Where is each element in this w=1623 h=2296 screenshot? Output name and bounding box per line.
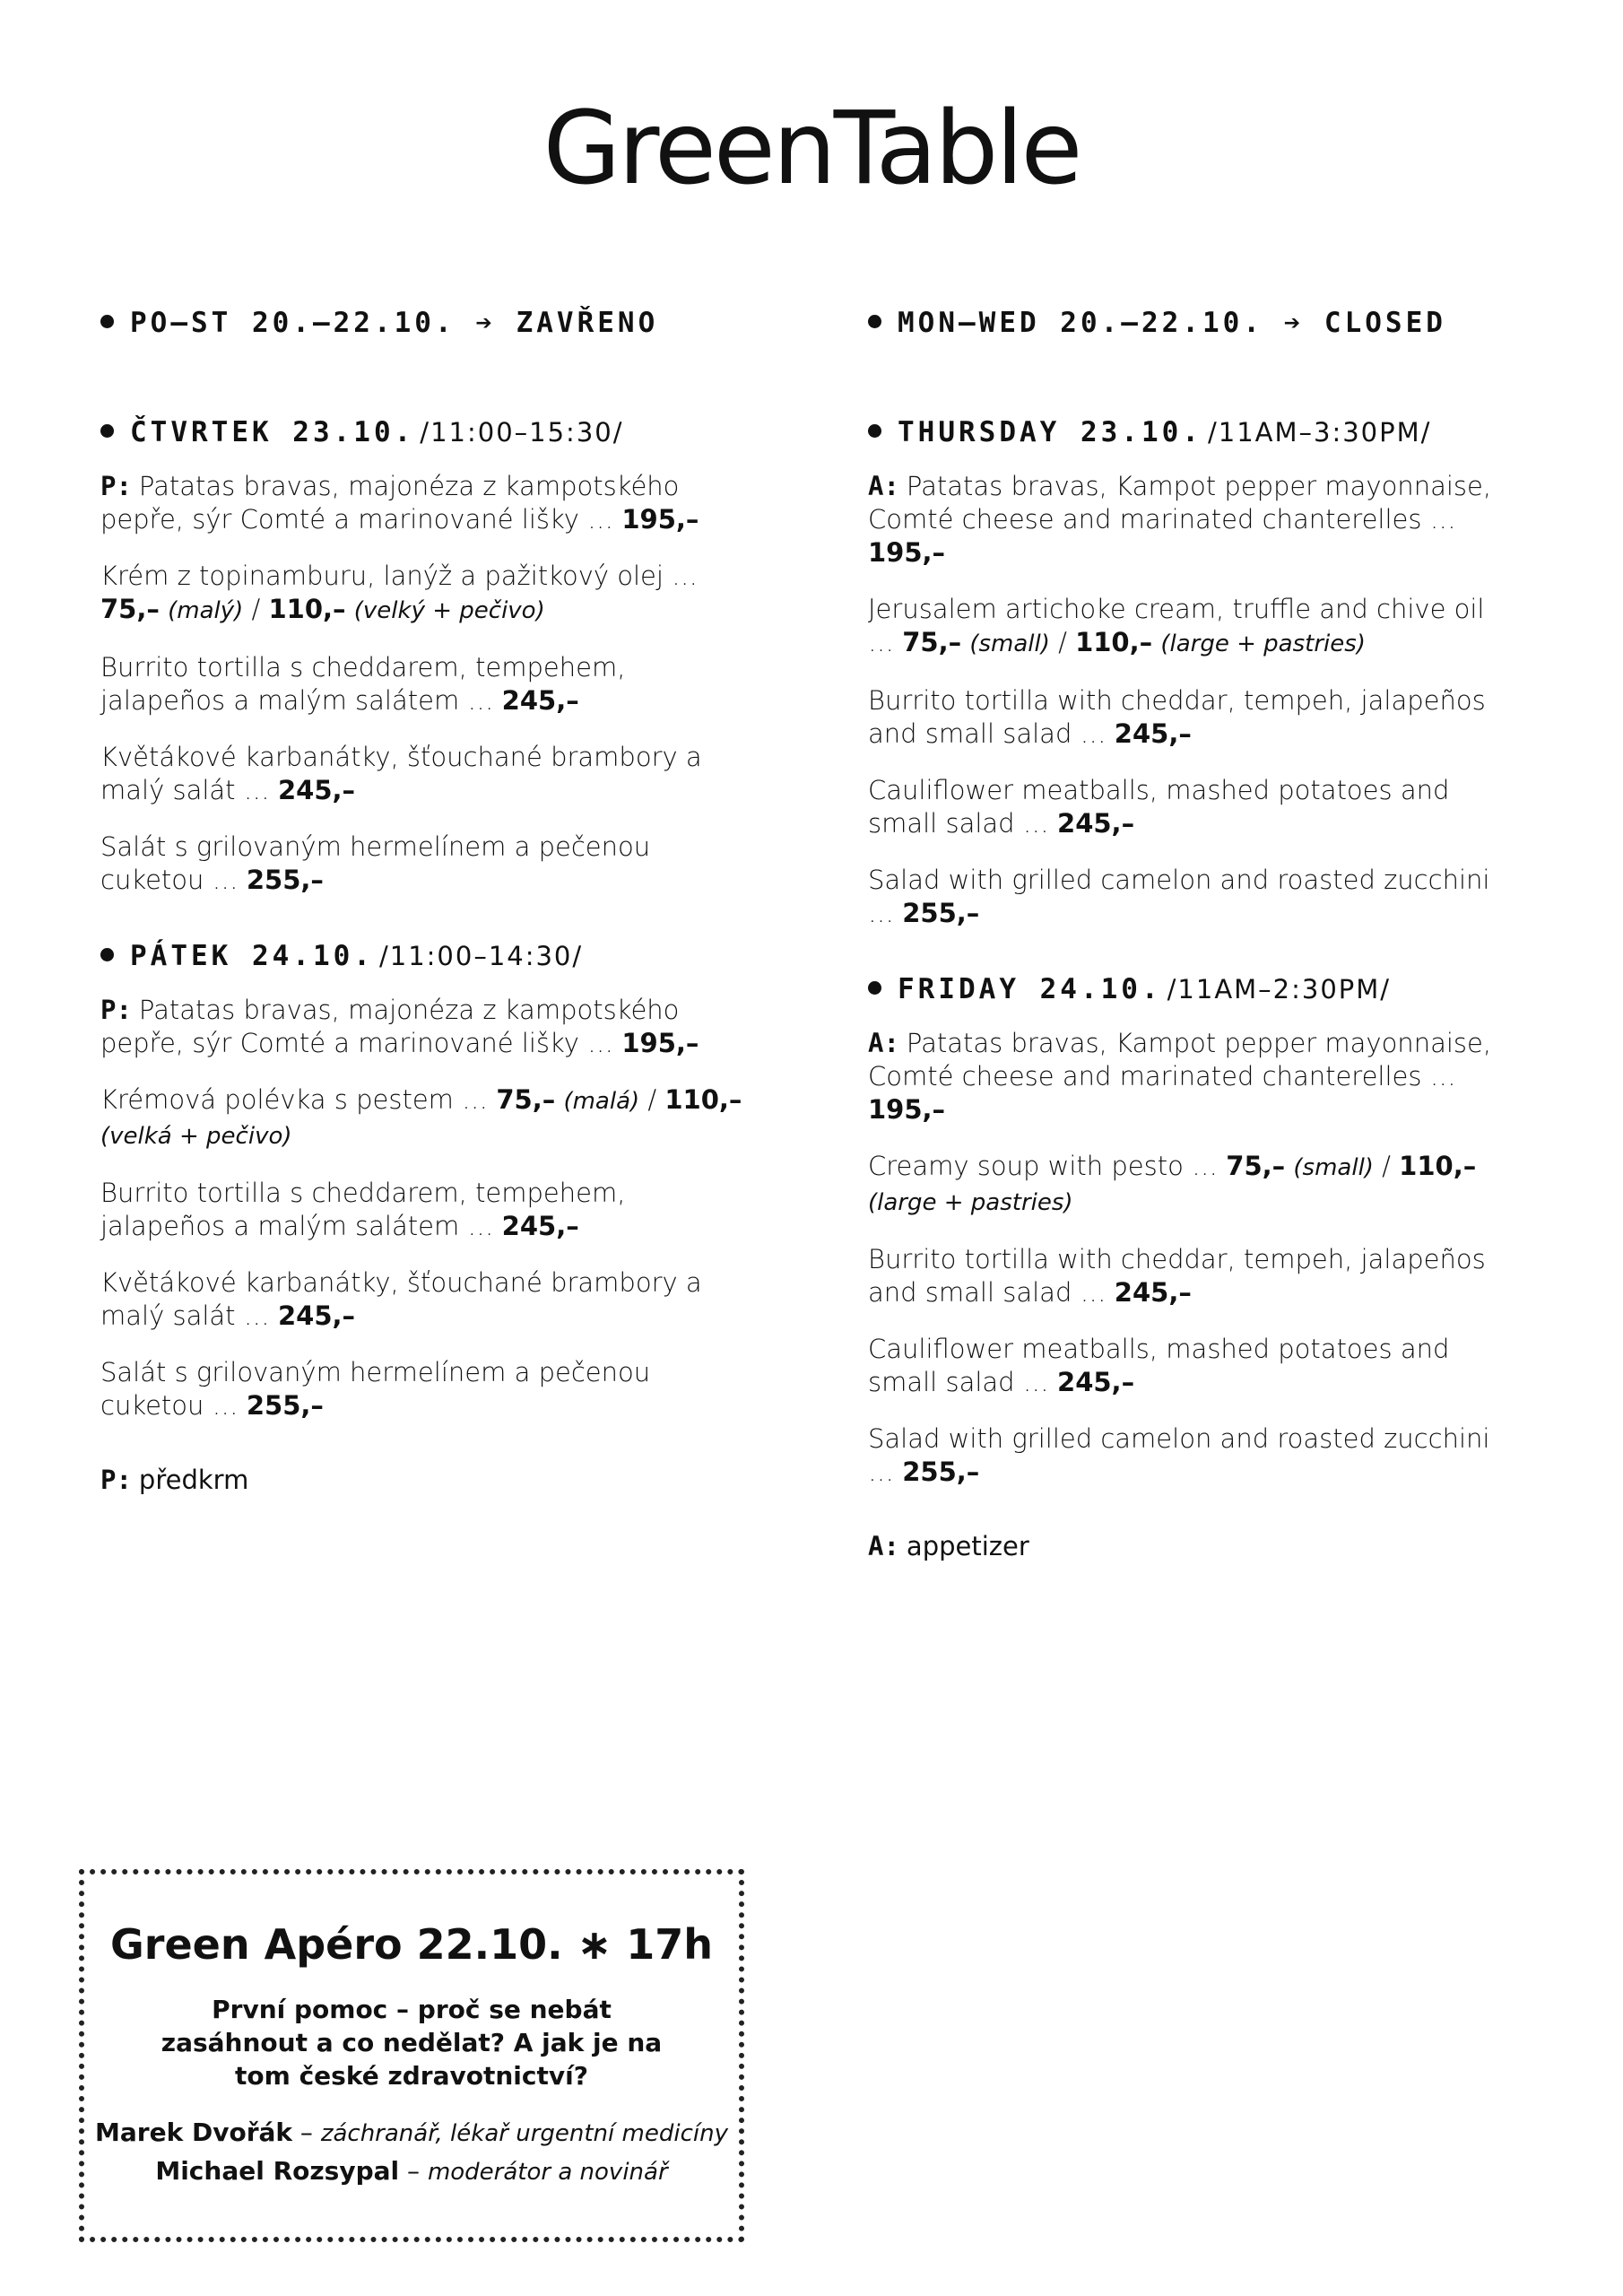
event-box <box>79 1869 744 2242</box>
day-section <box>868 971 1514 1489</box>
bullet-icon <box>100 315 114 328</box>
menu-item: Burrito tortilla with cheddar, tempeh, jalapeños and small salad … 245,– <box>868 685 1486 749</box>
menu-item: Salát s grilovaným hermelínem a pečenou cuketou … 255,– <box>100 1357 651 1421</box>
menu-item: Creamy soup with pesto … 75,– (small) / 110,– (large + pastries) <box>868 1151 1477 1216</box>
menu-item: Burrito tortilla s cheddarem, tempehem, jalapeños a malým salátem … 245,– <box>100 1178 626 1241</box>
day-label: PÁTEK 24.10. <box>130 940 374 972</box>
menu-item: Květákové karbanátky, šťouchané brambory a malý salát … 245,– <box>100 742 702 805</box>
menu-item: Jerusalem artichoke cream, truffle and chive oil … 75,– (small) / 110,– (large + pastries) <box>868 594 1485 657</box>
menu-item: Cauliflower meatballs, mashed potatoes and small salad … 245,– <box>868 775 1450 839</box>
bullet-icon <box>868 981 881 995</box>
speaker: Marek Dvořák – záchranář, lékař urgentní medicíny <box>95 2118 728 2147</box>
menu-item: P: Patatas bravas, majonéza z kampotského pepře, sýr Comté a marinované lišky … 195,– <box>100 471 699 535</box>
menu-item: A: Patatas bravas, Kampot pepper mayonnaise, Comté cheese and marinated chanterelles … 195,– <box>868 1028 1492 1125</box>
opening-hours: /11AM–3:30PM/ <box>1207 417 1432 448</box>
menu-item: Salad with grilled camelon and roasted zucchini … 255,– <box>868 1423 1490 1487</box>
menu-item: Burrito tortilla with cheddar, tempeh, jalapeños and small salad … 245,– <box>868 1244 1486 1308</box>
opening-hours: /11AM–2:30PM/ <box>1167 974 1392 1004</box>
menu-item: P: Patatas bravas, majonéza z kampotského pepře, sýr Comté a marinované lišky … 195,– <box>100 995 699 1058</box>
closed-header: PO–ST 20.–22.10. ➔ ZAVŘENO <box>100 305 746 341</box>
menu-item: Cauliflower meatballs, mashed potatoes and small salad … 245,– <box>868 1334 1450 1397</box>
menu-item: A: Patatas bravas, Kampot pepper mayonnaise, Comté cheese and marinated chanterelles … 195,– <box>868 471 1492 568</box>
menu-item: Květákové karbanátky, šťouchané brambory a malý salát … 245,– <box>100 1267 702 1331</box>
day-section <box>868 414 1514 930</box>
speaker: Michael Rozsypal – moderátor a novinář <box>155 2156 668 2186</box>
legend: P: předkrm <box>100 1465 249 1495</box>
menu-column-en <box>868 305 1514 1563</box>
legend: A: appetizer <box>868 1531 1029 1561</box>
day-header <box>100 414 746 450</box>
day-header <box>868 414 1514 450</box>
day-section <box>100 938 746 1422</box>
bullet-icon <box>100 948 114 961</box>
menu-item: Krémová polévka s pestem … 75,– (malá) / 110,– (velká + pečivo) <box>100 1084 742 1150</box>
logo: GreenTable <box>542 91 1081 207</box>
day-label: THURSDAY 23.10. <box>898 416 1202 448</box>
opening-hours: /11:00–14:30/ <box>378 941 584 971</box>
day-label: ČTVRTEK 23.10. <box>130 416 415 448</box>
bullet-icon <box>868 424 881 438</box>
event-title: Green Apéro 22.10. ∗ 17h <box>110 1920 713 1969</box>
day-header <box>100 938 746 974</box>
menu-item: Krém z topinamburu, lanýž a pažitkový olej … 75,– (malý) / 110,– (velký + pečivo) <box>100 561 699 624</box>
menu-item: Salad with grilled camelon and roasted zucchini … 255,– <box>868 865 1490 928</box>
day-label: FRIDAY 24.10. <box>898 973 1162 1005</box>
menu-item: Burrito tortilla s cheddarem, tempehem, jalapeños a malým salátem … 245,– <box>100 652 626 716</box>
bullet-icon <box>868 315 881 328</box>
day-header <box>868 971 1514 1007</box>
bullet-icon <box>100 424 114 438</box>
opening-hours: /11:00–15:30/ <box>420 417 624 448</box>
event-topic: První pomoc – proč se nebát zasáhnout a co nedělat? A jak je na tom české zdravotnictví? <box>161 1995 663 2091</box>
closed-header: MON–WED 20.–22.10. ➔ CLOSED <box>868 305 1514 341</box>
menu-column-cz <box>100 305 746 1497</box>
day-section <box>100 414 746 897</box>
menu-item: Salát s grilovaným hermelínem a pečenou cuketou … 255,– <box>100 831 651 895</box>
